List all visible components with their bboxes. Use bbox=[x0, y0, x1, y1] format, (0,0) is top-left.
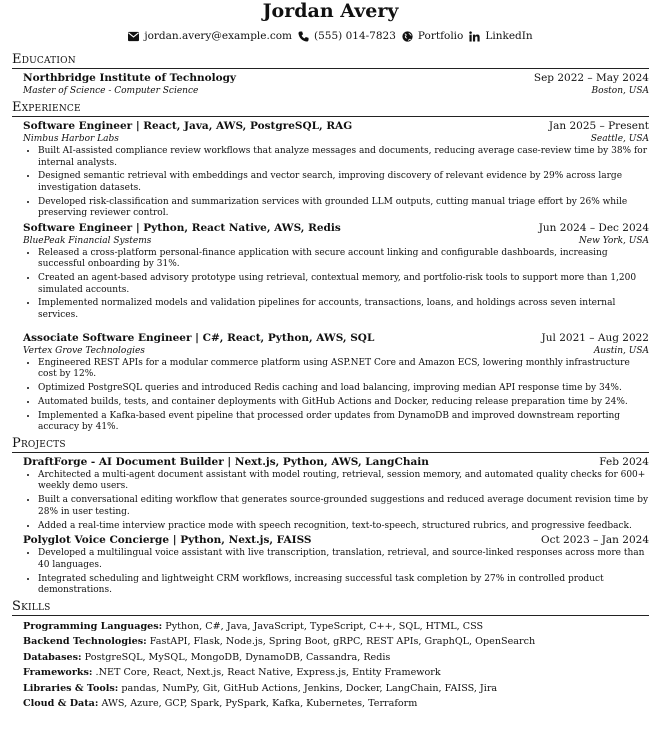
school-name: Northbridge Institute of Technology bbox=[23, 72, 237, 84]
bullet-list bbox=[23, 548, 649, 596]
degree: Master of Science - Computer Science bbox=[23, 86, 199, 96]
job-dates: Jul 2021 – Aug 2022 bbox=[541, 331, 649, 344]
phone-link[interactable] bbox=[298, 30, 396, 42]
experience-entry bbox=[12, 222, 649, 322]
skill-label: Backend Technologies: bbox=[23, 636, 147, 648]
bullet-item: • Implemented a Kafka-based event pipeline that processed order updates from DynamoDB and improved downstream reporting accuracy by 41%. bbox=[38, 411, 649, 434]
bullet-item: • Designed semantic retrieval with embeddings and vector search, improving discovery of relevant evidence by 29% across large investigation datasets. bbox=[38, 171, 649, 194]
skills-section bbox=[12, 599, 649, 711]
globe-icon bbox=[402, 31, 413, 42]
linkedin-link[interactable] bbox=[469, 30, 532, 42]
skill-row bbox=[12, 619, 649, 634]
bullet-item: • Added a real-time interview practice mode with speech recognition, text-to-speech, structured rubrics, and progressive feedback. bbox=[38, 521, 649, 533]
skill-value: FastAPI, Flask, Node.js, Spring Boot, gRPC, REST APIs, GraphQL, OpenSearch bbox=[149, 636, 536, 648]
bullet-item: • Implemented normalized models and validation pipelines for accounts, transactions, loans, and holdings across seven internal services. bbox=[38, 298, 649, 321]
education-location: Boston, USA bbox=[591, 86, 649, 96]
skill-value: PostgreSQL, MySQL, MongoDB, DynamoDB, Cassandra, Redis bbox=[84, 651, 391, 663]
job-title: Software Engineer | React, Java, AWS, PostgreSQL, RAG bbox=[23, 120, 353, 132]
job-location: Seattle, USA bbox=[590, 134, 649, 144]
email-text: jordan.avery@example.com bbox=[144, 30, 293, 42]
projects-section bbox=[12, 436, 649, 597]
bullet-item: • Built AI-assisted compliance review workflows that analyze messages and documents, reducing average case-review time by 38% for internal analysts. bbox=[38, 146, 649, 169]
skill-row bbox=[12, 650, 649, 665]
phone-text: (555) 014-7823 bbox=[314, 30, 396, 42]
job-dates: Jan 2025 – Present bbox=[548, 120, 649, 132]
bullet-item: • Built a conversational editing workflow that generates source-grounded suggestions and reduced average document revision time by 28% in user testing. bbox=[38, 495, 649, 518]
education-dates: Sep 2022 – May 2024 bbox=[533, 72, 649, 84]
bullet-list bbox=[23, 248, 649, 322]
skill-label: Cloud & Data: bbox=[23, 697, 99, 709]
skill-label: Frameworks: bbox=[23, 667, 93, 679]
experience-entry bbox=[12, 120, 649, 220]
education-section bbox=[12, 52, 649, 97]
experience-section bbox=[12, 100, 649, 434]
portfolio-link[interactable] bbox=[402, 30, 463, 42]
bullet-list bbox=[23, 358, 649, 434]
skill-value: Python, C#, Java, JavaScript, TypeScript, C++, SQL, HTML, CSS bbox=[165, 620, 484, 632]
bullet-item: • Engineered REST APIs for a modular commerce platform using ASP.NET Core and Amazon ECS, lowering monthly infrastructure cost by 12%. bbox=[38, 358, 649, 381]
portfolio-text: Portfolio bbox=[417, 30, 464, 42]
experience-entry bbox=[12, 332, 649, 434]
company-name: Vertex Grove Technologies bbox=[23, 345, 145, 356]
phone-icon bbox=[298, 31, 309, 42]
project-entry bbox=[12, 534, 649, 596]
bullet-item: • Automated builds, tests, and container deployments with GitHub Actions and Docker, reducing release preparation time by 24%. bbox=[38, 397, 649, 409]
company-name: Nimbus Harbor Labs bbox=[23, 134, 119, 144]
skill-label: Libraries & Tools: bbox=[23, 682, 119, 694]
skill-row bbox=[12, 681, 649, 696]
contact-bar bbox=[12, 25, 649, 47]
section-title-projects: Projects bbox=[12, 436, 649, 453]
company-name: BluePeak Financial Systems bbox=[23, 235, 152, 246]
section-title-education: Education bbox=[12, 52, 649, 69]
candidate-name: Jordan Avery bbox=[262, 0, 399, 22]
bullet-list bbox=[23, 146, 649, 220]
job-title: Associate Software Engineer | C#, React, Python, AWS, SQL bbox=[23, 331, 375, 344]
skill-value: pandas, NumPy, Git, GitHub Actions, Jenkins, Docker, LangChain, FAISS, Jira bbox=[121, 682, 498, 694]
linkedin-text: LinkedIn bbox=[485, 30, 533, 42]
project-title: DraftForge - AI Document Builder | Next.js, Python, AWS, LangChain bbox=[23, 455, 429, 468]
bullet-item: • Created an agent-based advisory prototype using retrieval, contextual memory, and portfolio-risk tools to support more than 1,200 simulated accounts. bbox=[38, 273, 649, 296]
project-title: Polyglot Voice Concierge | Python, Next.js, FAISS bbox=[23, 534, 312, 547]
bullet-item: • Released a cross-platform personal-finance application with secure account linking and configurable dashboards, increasing successful onboarding by 31%. bbox=[38, 248, 649, 271]
bullet-list bbox=[23, 470, 649, 532]
skill-label: Databases: bbox=[23, 651, 82, 663]
skill-value: .NET Core, React, Next.js, React Native, Express.js, Entity Framework bbox=[95, 667, 441, 679]
bullet-item: • Developed risk-classification and summarization services with grounded LLM outputs, cutting manual triage effort by 26% while preserving reviewer control. bbox=[38, 197, 649, 220]
skill-row bbox=[12, 634, 649, 649]
education-entry bbox=[12, 72, 649, 97]
linkedin-icon bbox=[469, 31, 480, 42]
skill-row bbox=[12, 665, 649, 680]
project-entry bbox=[12, 456, 649, 532]
job-dates: Jun 2024 – Dec 2024 bbox=[538, 221, 649, 234]
section-title-experience: Experience bbox=[12, 100, 649, 117]
project-dates: Feb 2024 bbox=[599, 455, 649, 468]
project-dates: Oct 2023 – Jan 2024 bbox=[541, 534, 649, 547]
skill-row bbox=[12, 696, 649, 711]
bullet-item: • Optimized PostgreSQL queries and introduced Redis caching and load balancing, improving median API response time by 34%. bbox=[38, 383, 649, 395]
bullet-item: • Integrated scheduling and lightweight CRM workflows, increasing successful task completion by 27% in controlled product demonstrations. bbox=[38, 574, 649, 597]
bullet-item: • Developed a multilingual voice assistant with live transcription, translation, retrieval, and source-linked responses across more than 40 languages. bbox=[38, 548, 649, 571]
envelope-icon bbox=[128, 31, 139, 42]
bullet-item: • Architected a multi-agent document assistant with model routing, retrieval, session memory, and automated quality checks for 600+ weekly demo users. bbox=[38, 470, 649, 493]
email-link[interactable] bbox=[128, 30, 292, 42]
skill-label: Programming Languages: bbox=[23, 620, 163, 632]
skill-value: AWS, Azure, GCP, Spark, PySpark, Kafka, Kubernetes, Terraform bbox=[101, 697, 418, 709]
job-title: Software Engineer | Python, React Native, AWS, Redis bbox=[23, 221, 341, 234]
section-title-skills: Skills bbox=[12, 599, 649, 616]
job-location: Austin, USA bbox=[593, 345, 649, 356]
job-location: New York, USA bbox=[578, 235, 649, 246]
